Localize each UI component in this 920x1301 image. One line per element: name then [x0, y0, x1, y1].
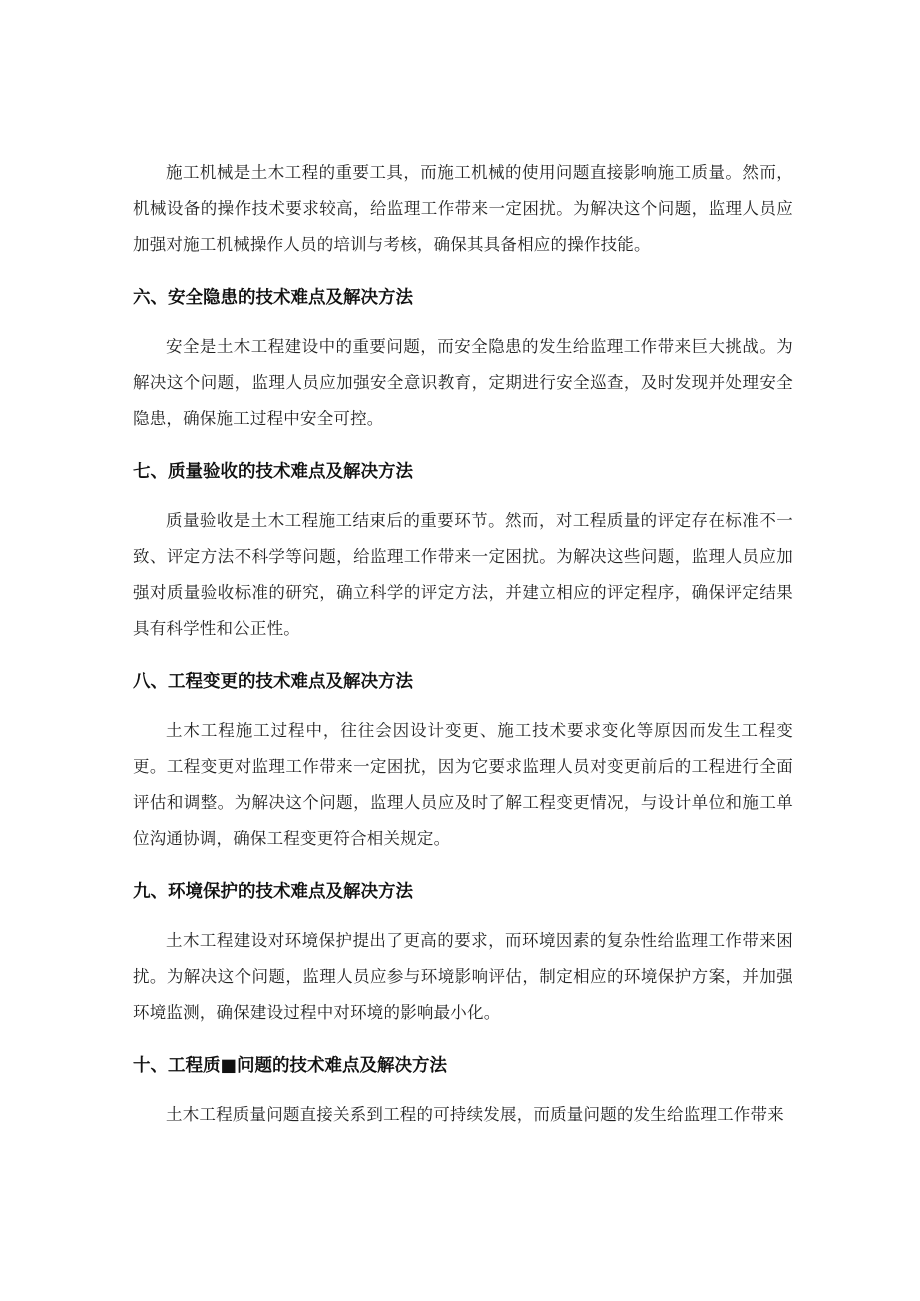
paragraph-quality-problems: 土木工程质量问题直接关系到工程的可持续发展，而质量问题的发生给监理工作带来: [166, 1105, 784, 1124]
document-page: [133, 155, 793, 1133]
paragraph-quality-acceptance: 质量验收是土木工程施工结束后的重要环节。然而，对工程质量的评定存在标准不一致、评定方法不科学等问题，给监理工作带来一定困扰。为解决这些问题，监理人员应加强对质量验收标准的研究，确立科学的评定方法，并建立相应的评定程序，确保评定结果具有科学性和公正性。: [133, 511, 793, 638]
paragraph-environmental-protection: 土木工程建设对环境保护提出了更高的要求，而环境因素的复杂性给监理工作带来困扰。为解决这个问题，监理人员应参与环境影响评估，制定相应的环境保护方案，并加强环境监测，确保建设过程中对环境的影响最小化。: [133, 931, 793, 1022]
heading-environmental-protection: 九、环境保护的技术难点及解决方法: [133, 882, 413, 902]
paragraph-machinery: 施工机械是土木工程的重要工具，而施工机械的使用问题直接影响施工质量。然而，机械设备的操作技术要求较高，给监理工作带来一定困扰。为解决这个问题，监理人员应加强对施工机械操作人员的培训与考核，确保其具备相应的操作技能。: [133, 163, 793, 254]
heading-quality-acceptance: 七、质量验收的技术难点及解决方法: [133, 462, 413, 482]
heading-quality-problems: 十、工程质■问题的技术难点及解决方法: [133, 1056, 448, 1076]
paragraph-engineering-change: 土木工程施工过程中，往往会因设计变更、施工技术要求变化等原因而发生工程变更。工程变更对监理工作带来一定困扰，因为它要求监理人员对变更前后的工程进行全面评估和调整。为解决这个问题，监理人员应及时了解工程变更情况，与设计单位和施工单位沟通协调，确保工程变更符合相关规定。: [133, 721, 793, 848]
heading-engineering-change: 八、工程变更的技术难点及解决方法: [133, 672, 413, 692]
paragraph-safety-hazards: 安全是土木工程建设中的重要问题，而安全隐患的发生给监理工作带来巨大挑战。为解决这个问题，监理人员应加强安全意识教育，定期进行安全巡查，及时发现并处理安全隐患，确保施工过程中安全可控。: [133, 337, 793, 428]
heading-safety-hazards: 六、安全隐患的技术难点及解决方法: [133, 288, 413, 308]
